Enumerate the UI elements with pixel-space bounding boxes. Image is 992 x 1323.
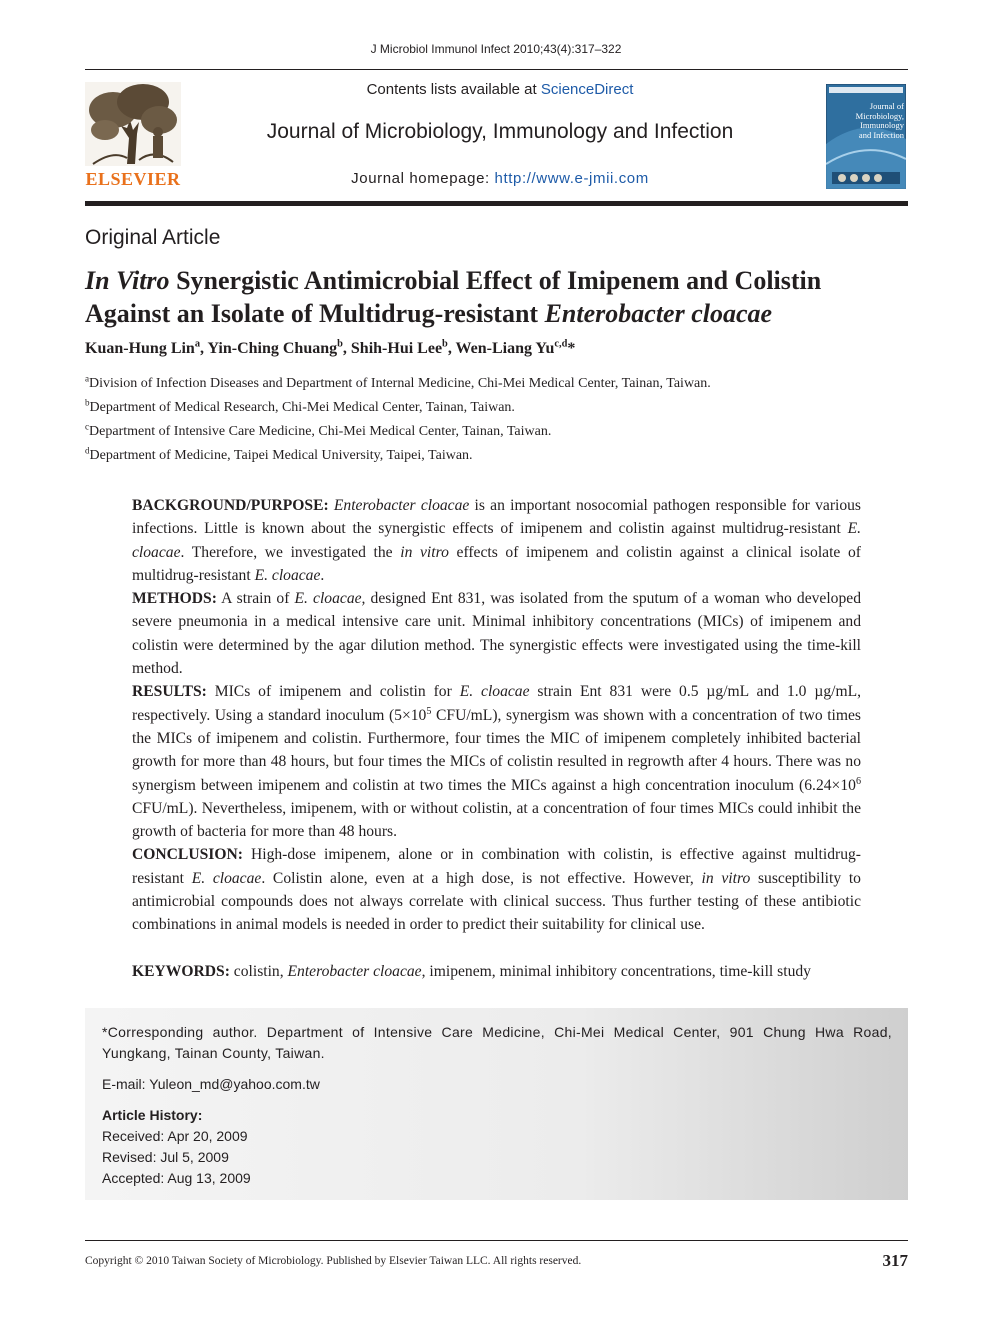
abstract-text: High-dose imipenem, alone or in combination with colistin, is effective against multidrug-resistant	[132, 846, 861, 887]
affiliation	[85, 421, 552, 440]
abstract-conclusion	[132, 843, 861, 936]
affiliation-sup: c	[85, 421, 90, 432]
received-date: Received: Apr 20, 2009	[102, 1128, 248, 1144]
abstract-text: effects of imipenem and colistin against a clinical isolate of multidrug-resistant	[132, 543, 861, 584]
page-number: 317	[882, 1251, 908, 1270]
abstract-background	[132, 494, 861, 587]
journal-cover-thumbnail	[826, 84, 906, 189]
abstract-text: . Colistin alone, even at a high dose, is not effective. However,	[261, 869, 702, 887]
corresponding-author-note: *Corresponding author. Department of Intensive Care Medicine, Chi-Mei Medical Center, 901 Chung Hwa Road, Yungkang, Tainan County, Taiwan.	[102, 1024, 892, 1061]
author-affil-sup: b	[442, 338, 448, 350]
footer-rule	[85, 1240, 908, 1241]
author-separator: ,	[200, 340, 208, 357]
contents-prefix: Contents lists available at	[366, 81, 541, 98]
elsevier-logo	[83, 80, 183, 192]
abstract-italic: in vitro	[701, 869, 751, 887]
header-top-rule	[85, 69, 908, 70]
abstract-results	[132, 680, 861, 843]
author-list	[85, 340, 575, 358]
author-affil-sup: b	[337, 338, 343, 350]
abstract-text: CFU/mL). Nevertheless, imipenem, with or without colistin, at a concentration of four times MICs could inhibit the growth of bacteria for more than 48 hours.	[132, 799, 861, 841]
author-name: Shih-Hui Lee	[350, 340, 443, 357]
abstract	[132, 494, 861, 937]
affiliation-text: Department of Medical Research, Chi-Mei Medical Center, Tainan, Taiwan.	[89, 400, 515, 415]
affiliation-text: Department of Medicine, Taipei Medical University, Taipei, Taiwan.	[89, 448, 473, 463]
title-text-2: Against an Isolate of Multidrug-resistant	[85, 299, 545, 328]
author-name: Kuan-Hung Lin	[85, 340, 195, 357]
affiliation	[85, 397, 515, 416]
results-label: RESULTS:	[132, 683, 207, 701]
methods-label: METHODS:	[132, 590, 217, 608]
affiliation	[85, 373, 711, 392]
abstract-italic: Enterobacter cloacae	[333, 497, 470, 514]
title-italic-1: In Vitro	[85, 266, 170, 295]
affiliation-text: Division of Infection Diseases and Department of Internal Medicine, Chi-Mei Medical Center, Tainan, Taiwan.	[89, 376, 711, 391]
abstract-text: is an important nosocomial pathogen responsible for various infections. Little is known about the synergistic effects of imipenem and colistin against multidrug-resistant	[132, 497, 862, 538]
author-email[interactable]: E-mail: Yuleon_md@yahoo.com.tw	[102, 1076, 320, 1092]
title-line-2	[85, 297, 915, 330]
elsevier-wordmark: ELSEVIER	[85, 169, 181, 189]
affiliation-sup: a	[85, 373, 90, 384]
abstract-text: . Therefore, we investigated the	[180, 543, 401, 561]
article-type: Original Article	[85, 226, 221, 249]
keywords	[132, 963, 861, 981]
author-name: Wen-Liang Yu	[455, 340, 555, 357]
keywords-italic: Enterobacter cloacae	[287, 963, 422, 980]
author-separator: ,	[342, 340, 351, 357]
title-line-1	[85, 264, 915, 297]
accepted-date: Accepted: Aug 13, 2009	[102, 1170, 251, 1186]
journal-citation: J Microbiol Immunol Infect 2010;43(4):317–322	[370, 42, 622, 56]
author-separator: ,	[447, 340, 456, 357]
copyright-notice: Copyright © 2010 Taiwan Society of Microbiology. Published by Elsevier Taiwan LLC. All rights reserved.	[85, 1255, 582, 1267]
title-text-1: Synergistic Antimicrobial Effect of Imipenem and Colistin	[169, 266, 822, 295]
homepage-prefix: Journal homepage:	[351, 170, 495, 187]
abstract-italic: E. cloacae	[191, 869, 262, 887]
author-affil-sup: a	[194, 338, 201, 350]
header-bottom-rule	[85, 201, 908, 206]
exponent: 6	[855, 775, 861, 787]
abstract-italic: in vitro	[400, 543, 449, 561]
abstract-text: designed Ent 831, was isolated from the sputum of a woman who developed severe pneumonia in a medical intensive care unit. Minimal inhibitory concentrations (MICs) of imipenem and colistin were determined by the agar dilution method. The synergistic effects were investigated using the time-kill method.	[132, 590, 861, 678]
article-title	[85, 264, 915, 330]
abstract-methods	[132, 587, 861, 680]
revised-date: Revised: Jul 5, 2009	[102, 1149, 229, 1165]
affiliation	[85, 445, 473, 464]
abstract-text: CFU/mL), synergism was shown with a concentration of two times the MICs of imipenem and colistin. Furthermore, four times the MIC of imipenem completely inhibited bacterial growth for more than 48 hours, but four times the MICs of colistin resulted in regrowth after 4 hours. There was no synergism between imipenem and colistin at two times the MICs against a high concentration inoculum (6.24×10	[132, 706, 861, 794]
conclusion-label: CONCLUSION:	[132, 846, 243, 864]
abstract-text: A strain of	[216, 590, 295, 608]
affiliation-text: Department of Intensive Care Medicine, Chi-Mei Medical Center, Tainan, Taiwan.	[89, 424, 552, 439]
background-label: BACKGROUND/PURPOSE:	[132, 497, 329, 514]
author-affil-sup: c,d	[554, 338, 568, 350]
abstract-text: strain Ent 831 were 0.5 µg/mL and 1.0 µg/mL, respectively. Using a standard inoculum (5×10	[132, 683, 862, 724]
sciencedirect-link[interactable]: ScienceDirect	[540, 81, 634, 98]
article-history-label: Article History:	[102, 1107, 203, 1123]
cover-title: Journal of Microbiology, Immunology and Infection	[855, 101, 904, 140]
abstract-text: .	[320, 566, 325, 584]
homepage-link[interactable]: http://www.e-jmii.com	[494, 170, 649, 187]
abstract-italic: E. cloacae,	[294, 590, 366, 608]
title-italic-2: Enterobacter cloacae	[544, 299, 773, 328]
author-name: Yin-Ching Chuang	[207, 340, 338, 357]
abstract-italic: E. cloacae	[254, 566, 321, 584]
abstract-italic: E. cloacae	[459, 683, 530, 701]
abstract-text: MICs of imipenem and colistin for	[206, 683, 460, 701]
affiliation-sup: b	[85, 397, 90, 408]
journal-name: Journal of Microbiology, Immunology and Infection	[266, 120, 734, 143]
abstract-italic: E. cloacae	[132, 520, 861, 561]
keywords-text: , imipenem, minimal inhibitory concentrations, time-kill study	[421, 963, 811, 980]
keywords-label: KEYWORDS:	[132, 963, 230, 980]
journal-homepage	[200, 170, 800, 187]
contents-line	[200, 81, 800, 98]
affiliation-sup: d	[85, 445, 90, 456]
corresponding-author-mark: *	[567, 340, 576, 357]
exponent: 5	[426, 705, 432, 717]
keywords-text: colistin,	[229, 963, 288, 980]
abstract-text: susceptibility to antimicrobial compounds does not always correlate with clinical success. Thus further testing of these antibiotic combinations in animal models is needed in order to predict their suitability for clinical use.	[132, 869, 861, 934]
